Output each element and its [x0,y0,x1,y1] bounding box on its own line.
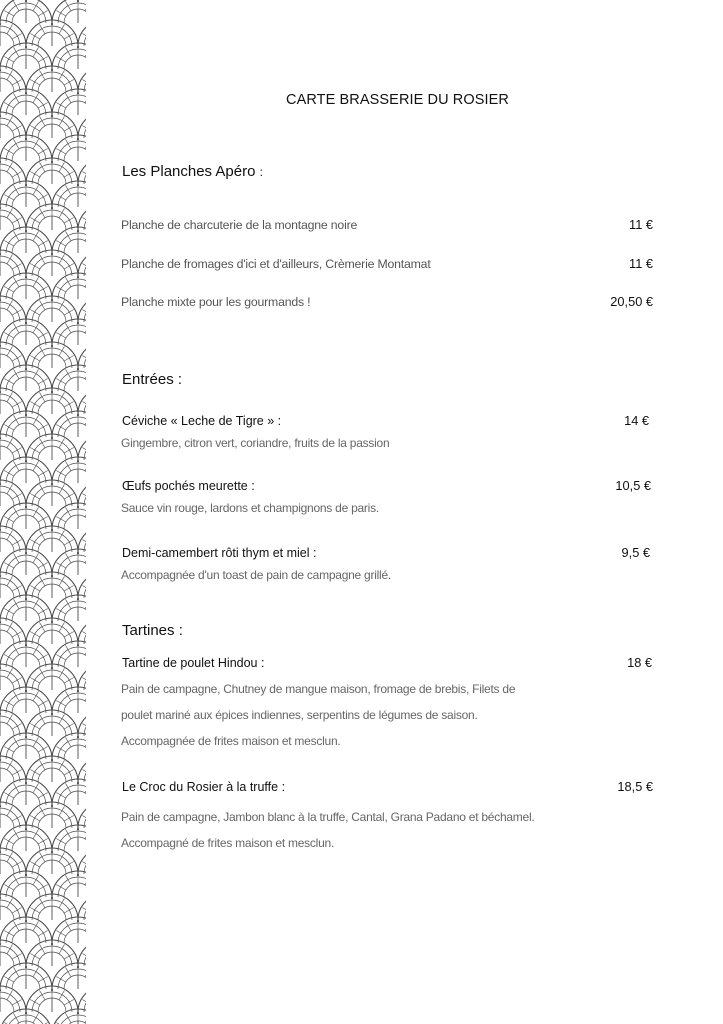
menu-item-price: 18,5 € [617,779,653,794]
menu-item-price: 11 € [629,256,653,271]
section-heading-planches: Les Planches Apéro : [122,163,263,180]
menu-item-name: Demi-camembert rôti thym et miel : [122,546,317,560]
menu-item-name: Céviche « Leche de Tigre » : [122,414,282,428]
menu-item-name: Le Croc du Rosier à la truffe : [122,780,286,794]
menu-item-description: Pain de campagne, Jambon blanc à la truffe, Cantal, Grana Padano et béchamel. [121,810,535,824]
menu-item-price: 11 € [629,217,653,232]
menu-item-name: Planche de charcuterie de la montagne noire [121,218,358,232]
menu-item-price: 18 € [627,655,652,670]
section-heading-entrees: Entrées : [122,371,183,388]
art-deco-fan-pattern [0,0,86,1024]
menu-item-description: poulet mariné aux épices indiennes, serpentins de légumes de saison. [121,708,478,722]
menu-item-description: Accompagnée de frites maison et mesclun. [121,734,341,748]
page-title: CARTE BRASSERIE DU ROSIER [286,92,510,108]
menu-item-name: Planche de fromages d'ici et d'ailleurs, Crèmerie Montamat [121,257,431,271]
section-heading-tartines: Tartines : [122,622,183,639]
menu-item-price: 14 € [624,413,649,428]
menu-item-description: Pain de campagne, Chutney de mangue maison, fromage de brebis, Filets de [121,682,516,696]
menu-item-description: Gingembre, citron vert, coriandre, fruits de la passion [121,436,390,450]
menu-item-description: Sauce vin rouge, lardons et champignons de paris. [121,501,379,515]
menu-item-name: Planche mixte pour les gourmands ! [121,295,311,309]
menu-item-name: Tartine de poulet Hindou : [122,656,265,670]
menu-item-price: 10,5 € [615,478,651,493]
menu-item-price: 20,50 € [610,294,653,309]
menu-item-description: Accompagné de frites maison et mesclun. [121,836,335,850]
menu-item-price: 9,5 € [621,545,650,560]
menu-item-name: Œufs pochés meurette : [122,479,255,493]
menu-item-description: Accompagnée d'un toast de pain de campagne grillé. [121,568,391,582]
